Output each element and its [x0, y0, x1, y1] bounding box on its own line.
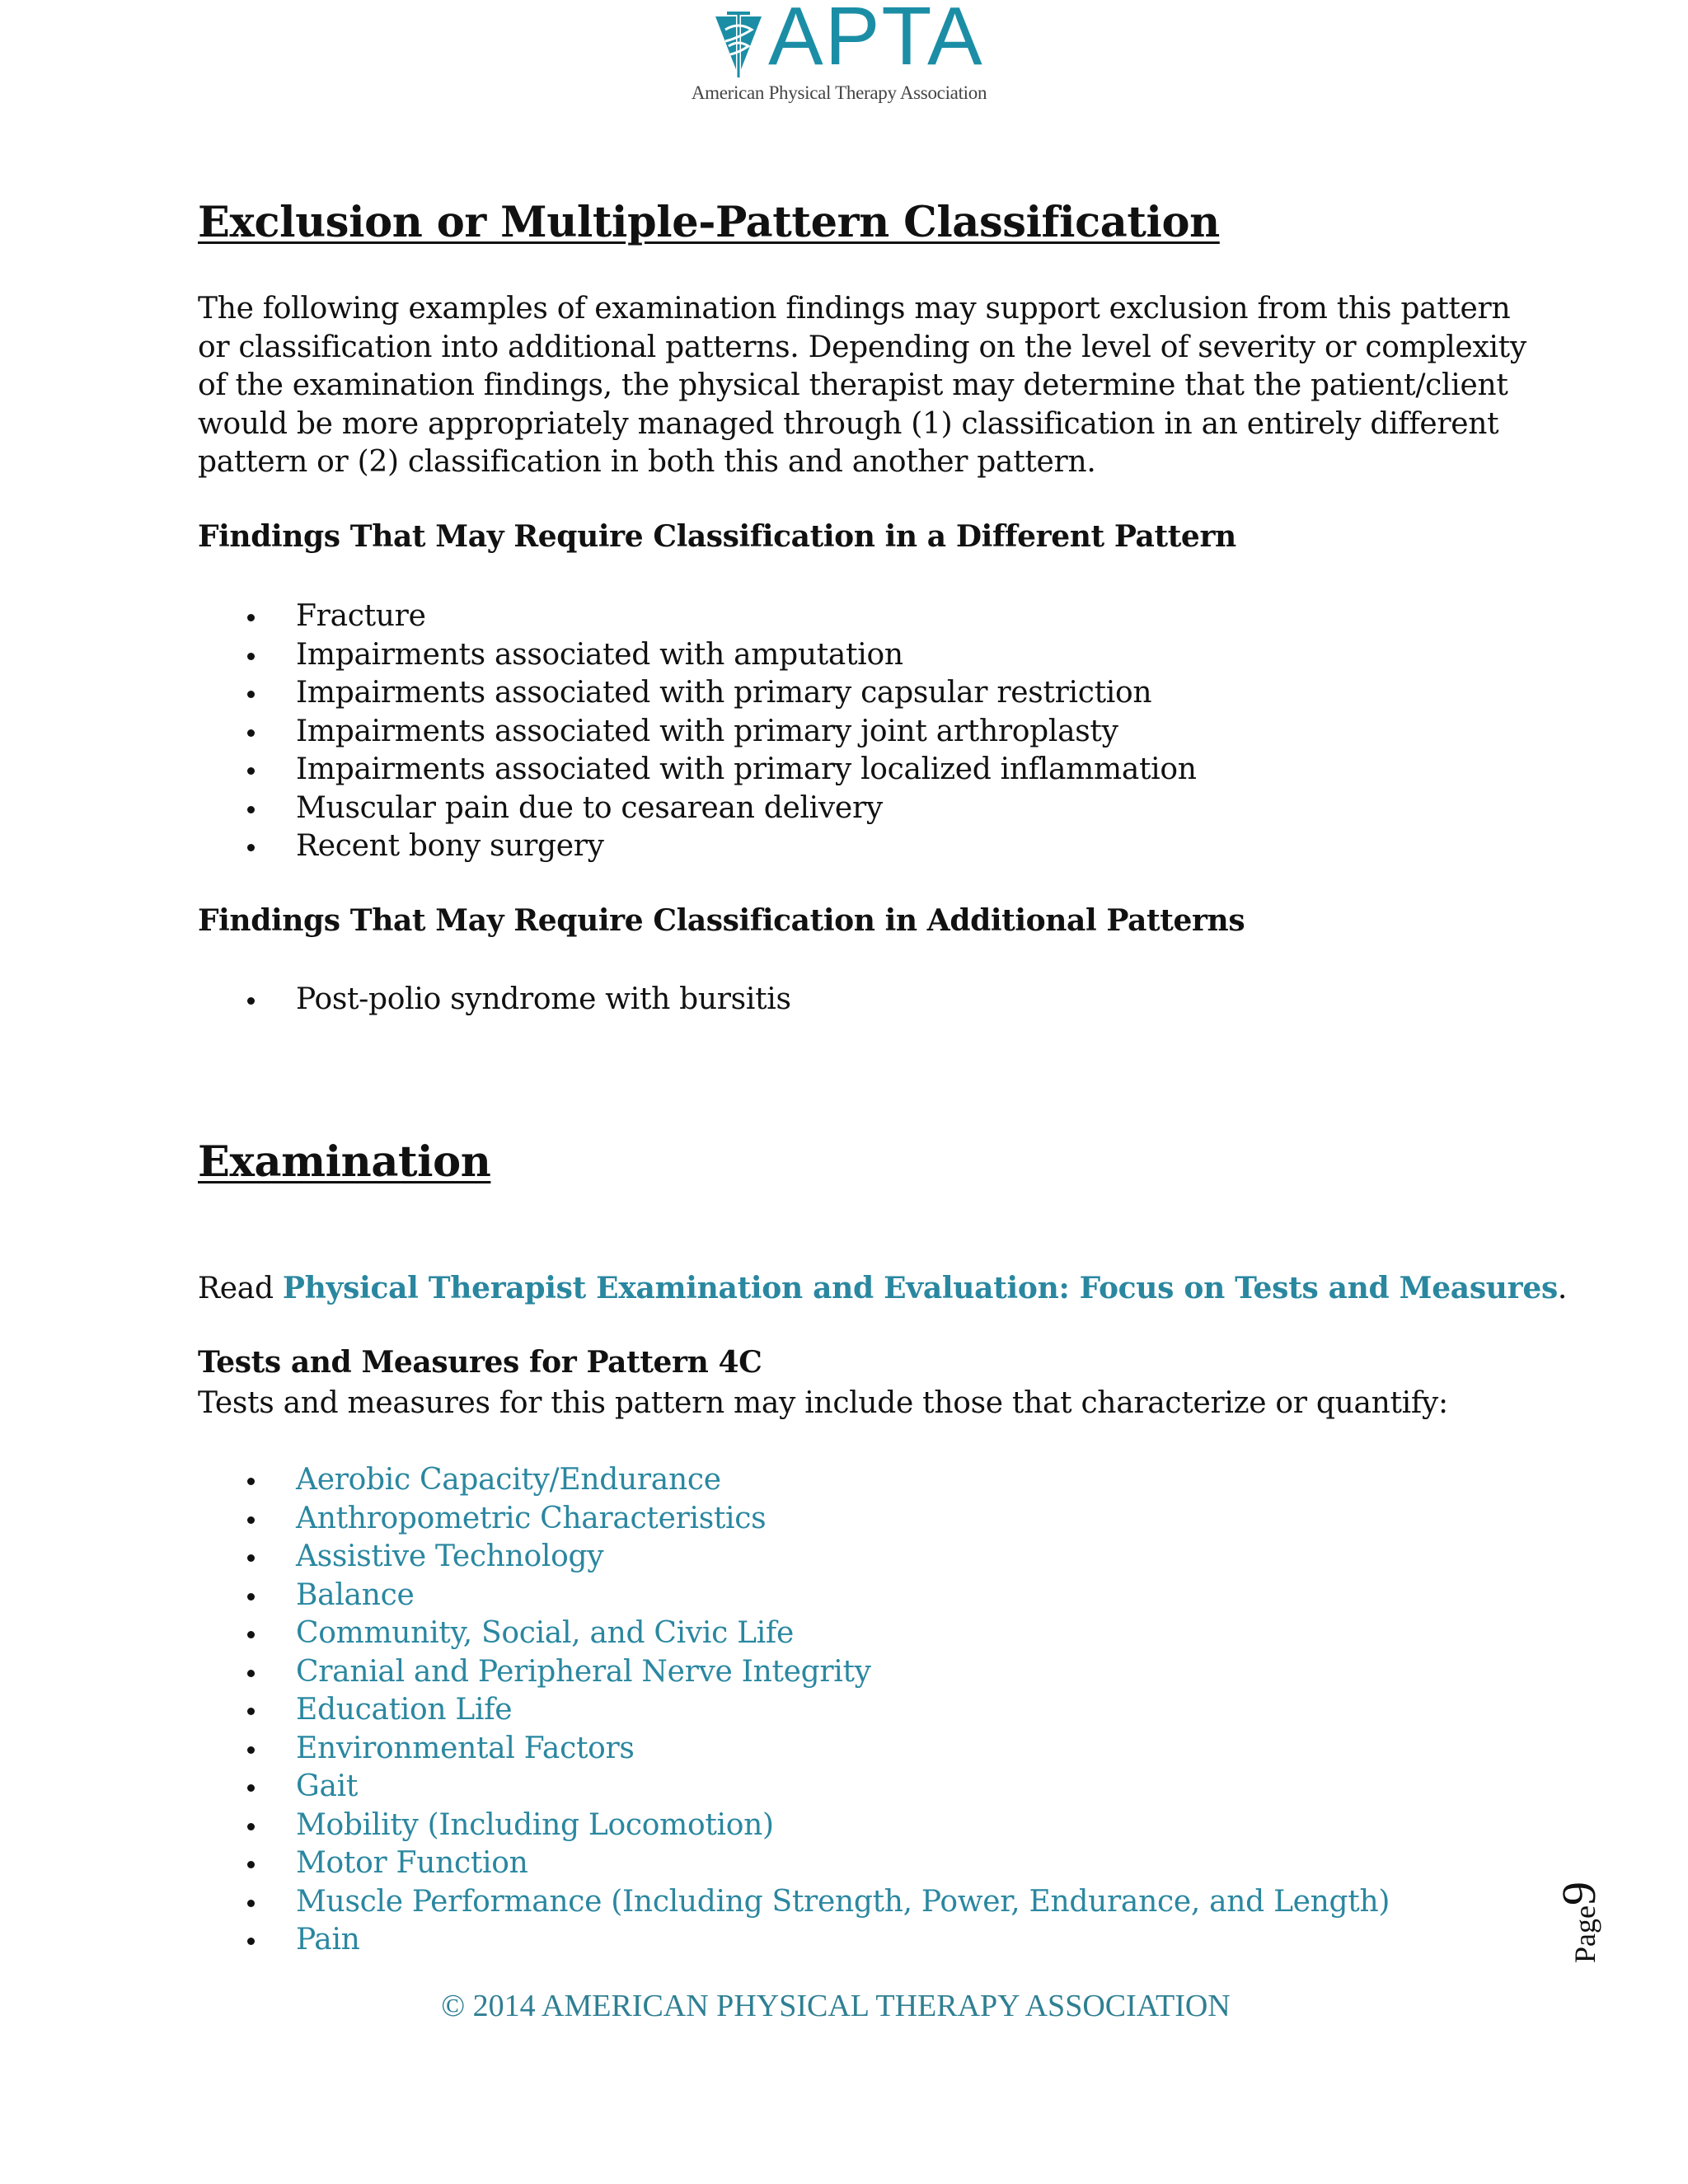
additional-patterns-list	[198, 981, 791, 1019]
list-item[interactable]: Cranial and Peripheral Nerve Integrity	[198, 1653, 1390, 1692]
list-item: Impairments associated with primary capsular restriction	[198, 674, 1197, 713]
list-item: Post-polio syndrome with bursitis	[198, 981, 791, 1019]
different-pattern-list	[198, 598, 1197, 866]
list-item[interactable]: Pain	[198, 1921, 1390, 1960]
logo-subtitle: American Physical Therapy Association	[691, 82, 987, 103]
list-item[interactable]: Gait	[198, 1768, 1390, 1807]
list-item[interactable]: Anthropometric Characteristics	[198, 1500, 1390, 1539]
list-item[interactable]: Muscle Performance (Including Strength, Power, Endurance, and Length)	[198, 1883, 1390, 1922]
section-title-exclusion: Exclusion or Multiple-Pattern Classification	[198, 198, 1220, 247]
read-suffix: .	[1557, 1272, 1568, 1305]
tests-measures-reference-link[interactable]: Physical Therapist Examination and Evaluation: Focus on Tests and Measures	[282, 1271, 1558, 1305]
list-item: Fracture	[198, 598, 1197, 636]
apta-logo	[682, 0, 996, 105]
list-item[interactable]: Environmental Factors	[198, 1730, 1390, 1769]
list-item: Recent bony surgery	[198, 827, 1197, 866]
tests-measures-list	[198, 1461, 1390, 1960]
list-item[interactable]: Balance	[198, 1577, 1390, 1615]
list-item[interactable]: Mobility (Including Locomotion)	[198, 1807, 1390, 1845]
copyright-footer: © 2014 AMERICAN PHYSICAL THERAPY ASSOCIATION	[441, 1989, 1231, 2023]
page-label: Page	[1568, 1905, 1601, 1963]
page-number: 9	[1552, 1882, 1606, 1906]
list-item: Impairments associated with amputation	[198, 636, 1197, 675]
list-item[interactable]: Assistive Technology	[198, 1538, 1390, 1577]
tests-measures-intro: Tests and measures for this pattern may include those that characterize or quantify:	[198, 1386, 1448, 1420]
list-item: Impairments associated with primary localized inflammation	[198, 751, 1197, 790]
caduceus-emblem-icon	[712, 12, 765, 79]
list-item[interactable]: Aerobic Capacity/Endurance	[198, 1461, 1390, 1500]
logo-wordmark: APTA	[768, 0, 984, 82]
different-pattern-heading: Findings That May Require Classification in a Different Pattern	[198, 519, 1236, 554]
list-item[interactable]: Motor Function	[198, 1844, 1390, 1883]
additional-patterns-heading: Findings That May Require Classification in Additional Patterns	[198, 903, 1245, 938]
tests-measures-heading: Tests and Measures for Pattern 4C	[198, 1345, 762, 1380]
list-item: Muscular pain due to cesarean delivery	[198, 790, 1197, 828]
read-reference-line	[198, 1269, 1568, 1309]
list-item[interactable]: Education Life	[198, 1691, 1390, 1730]
read-prefix: Read	[198, 1272, 283, 1305]
exclusion-intro-paragraph: The following examples of examination findings may support exclusion from this pattern or classification into additional patterns. Depending on the level of severity or complexity of the examination findings, the physical therapist may determine that the patient/client would be more appropriately managed through (1) classification in an entirely different pattern or (2) classification in both this and another pattern.	[198, 292, 1526, 479]
page-number-marker	[1551, 1856, 1617, 1963]
section-title-examination: Examination	[198, 1137, 491, 1187]
list-item[interactable]: Community, Social, and Civic Life	[198, 1615, 1390, 1653]
list-item: Impairments associated with primary joint arthroplasty	[198, 713, 1197, 752]
